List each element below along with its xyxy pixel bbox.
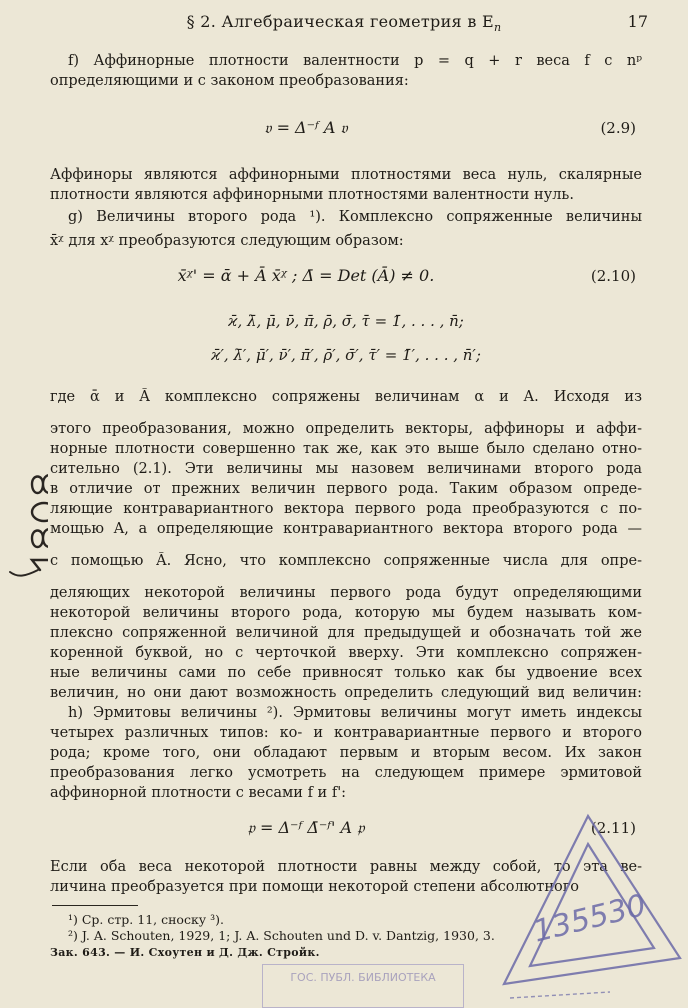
text-line: деляющих некоторой величины первого рода будут определяющими <box>50 585 642 601</box>
text-line: x̄ᵡ для xᵡ преобразуются следующим образом: <box>50 233 404 249</box>
paragraph-g-line-1: g) Величины второго рода ¹). Комплексно сопряженные величины <box>68 209 642 225</box>
equation-number-2-9: (2.9) <box>600 119 636 137</box>
text-line: сительно (2.1). Эти величины мы назовем величинами второго рода <box>50 461 642 477</box>
library-triangle-stamp <box>490 808 688 1006</box>
equation-number-2-10: (2.10) <box>590 267 636 285</box>
text-line: некоторой величины второго рода, которую мы будем называть ком- <box>50 605 642 621</box>
footnote-1: ¹) Ср. стр. 11, сноску ³). <box>68 912 224 927</box>
handwritten-note-1808 <box>4 470 48 580</box>
running-title: § 2. Алгебраическая геометрия в $E_n$ <box>186 12 502 35</box>
printer-note: Зак. 643. — И. Схоутен и Д. Дж. Стройк. <box>50 946 320 959</box>
index-symbols-line-2: ϰ̄′, λ̄′, μ̄′, ν̄′, π̄′, ρ̄′, σ̄′, τ̄′ = 1̄′, . . . , n̄′; <box>211 346 481 364</box>
text-line: Если оба веса некоторой плотности равны между собой, то эта ве- <box>50 859 642 875</box>
text-line: норные плотности совершенно так же, как это выше было сделано отно- <box>50 441 642 457</box>
text-line: четырех различных типов: ко- и контравариантные первого и второго <box>50 725 642 741</box>
text-line: ляющие контравариантного вектора первого рода преобразуются с по- <box>50 501 642 517</box>
text-line: коренной буквой, но с черточкой вверху. Эти комплексно сопряжен- <box>50 645 642 661</box>
text-line: ные величины сами по себе привносят только как бы удвоение всех <box>50 665 642 681</box>
text-line: величин, но они дают возможность определить следующий вид величин: <box>50 685 642 701</box>
text-line: Аффиноры являются аффинорными плотностями веса нуль, скалярные <box>50 167 642 183</box>
formula-2-11-body: 𝔭 = Δ⁻ᶠ Δ̄⁻ᶠ' A 𝔭 <box>247 818 365 837</box>
text-line: где ᾱ и Ā комплексно сопряжены величинам α и A. Исходя из <box>50 389 642 405</box>
equation-number-2-11: (2.11) <box>590 819 636 837</box>
footnote-rule <box>52 905 138 906</box>
text-line: рода; кроме того, они обладают первым и вторым весом. Их закон <box>50 745 642 761</box>
text-line: аффинорной плотности с весами f и f': <box>50 785 347 801</box>
stamp-number: 135530 <box>529 887 650 950</box>
paragraph-f-line-2: определяющими и с законом преобразования: <box>50 73 409 89</box>
text-line: с помощью Ā. Ясно, что комплексно сопряженные числа для опре- <box>50 553 642 569</box>
text-line: плексно сопряженной величиной для предыдущей и обозначать той же <box>50 625 642 641</box>
text-line: преобразования легко усмотреть на следующем примере эрмитовой <box>50 765 642 781</box>
paragraph-f-line-1: f) Аффинорные плотности валентности p = q + r веса f с nᵖ <box>68 53 642 69</box>
library-stamp-text: ГОС. ПУБЛ. БИБЛИОТЕКА <box>290 971 436 984</box>
page-header <box>40 12 648 38</box>
text-line: этого преобразования, можно определить векторы, аффиноры и аффи- <box>50 421 642 437</box>
text-line: в отличие от прежних величин первого рода. Таким образом опреде- <box>50 481 642 497</box>
formula-2-9-body: 𝔳 = Δ⁻ᶠ A 𝔳 <box>264 118 348 137</box>
text-line: плотности являются аффинорными плотностями валентности нуль. <box>50 187 574 203</box>
text-line: личина преобразуется при помощи некоторой степени абсолютного <box>50 879 580 895</box>
index-symbols-line-1: ϰ̄, λ̄, μ̄, ν̄, π̄, ρ̄, σ̄, τ̄ = 1̄, . . . , n̄; <box>228 312 464 330</box>
paragraph-h-line-1: h) Эрмитовы величины ²). Эрмитовы величины могут иметь индексы <box>68 705 642 721</box>
formula-2-10-body: x̄ᵡ' = ᾱ + Ā x̄ᵡ ; Δ̄ = Det (Ā) ≠ 0. <box>177 266 435 285</box>
footnote-2: ²) J. A. Schouten, 1929, 1; J. A. Schouten und D. v. Dantzig, 1930, 3. <box>68 928 495 943</box>
page-number: 17 <box>627 12 648 31</box>
text-line: мощью A, а определяющие контравариантного вектора второго рода — <box>50 521 642 537</box>
library-rectangle-stamp <box>262 964 464 1008</box>
